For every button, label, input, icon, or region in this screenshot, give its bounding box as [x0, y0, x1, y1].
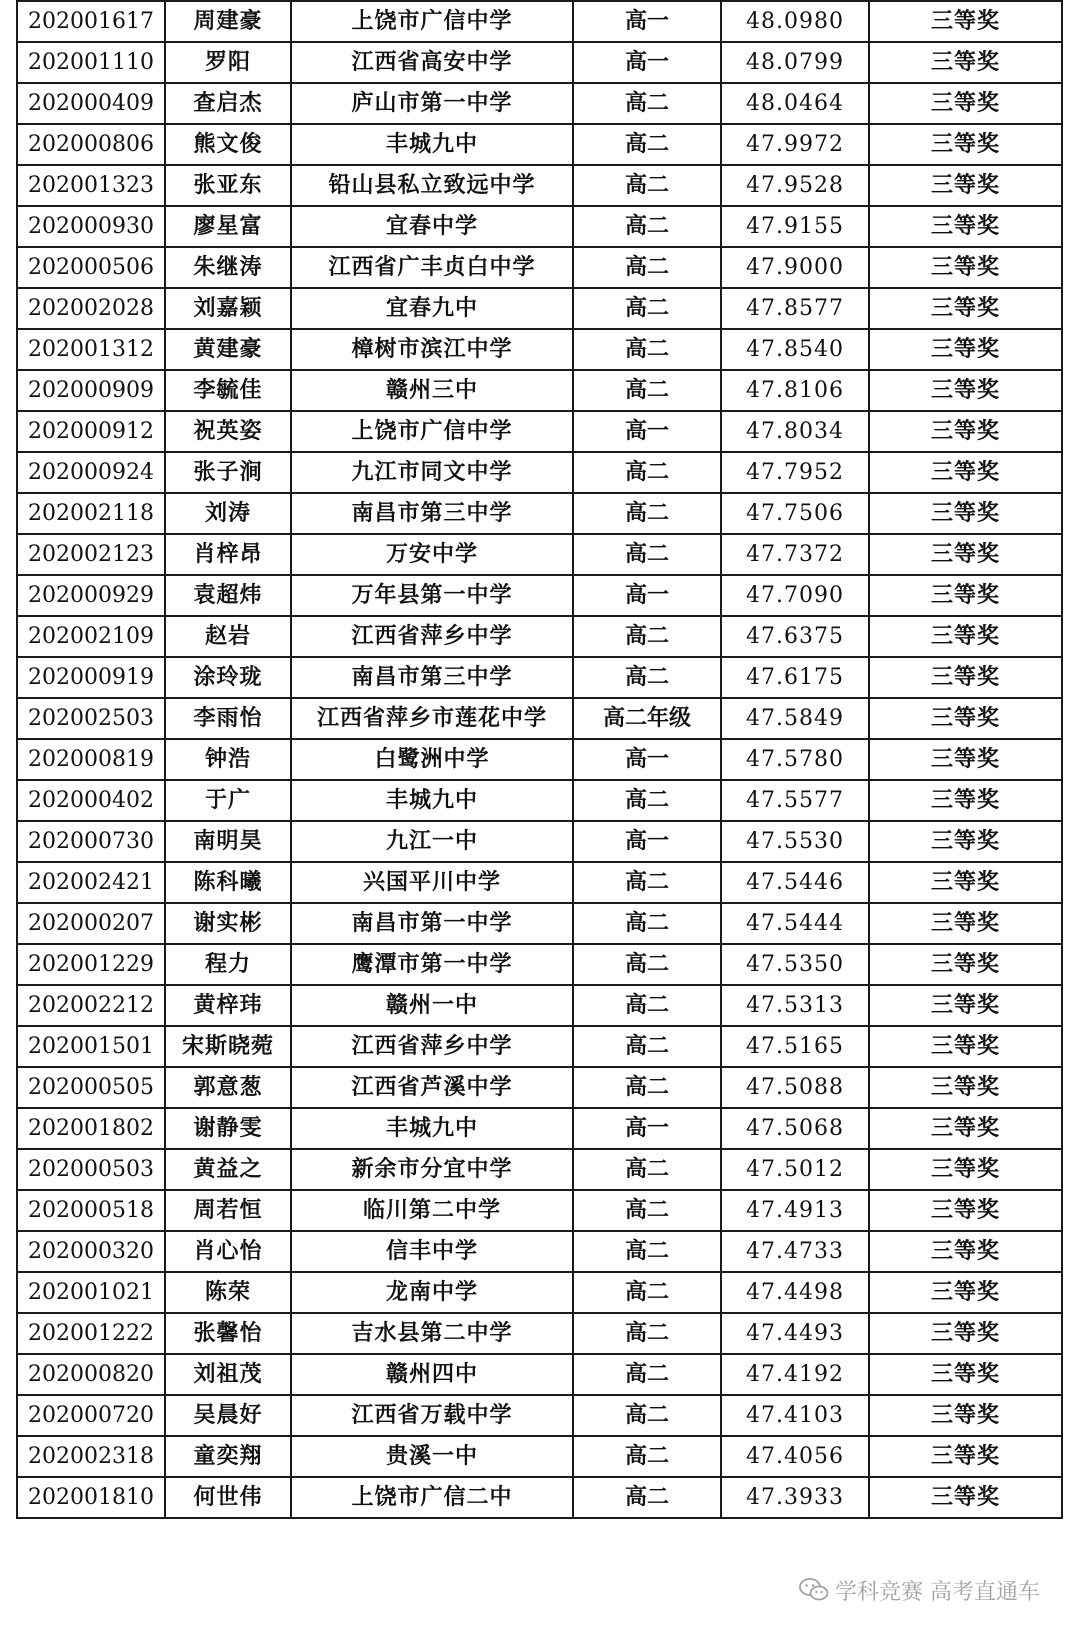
award-cell: 三等奖	[869, 1477, 1062, 1518]
table-row	[17, 575, 1062, 616]
award-cell: 三等奖	[869, 903, 1062, 944]
school-name-cell: 龙南中学	[291, 1272, 573, 1313]
table-row	[17, 698, 1062, 739]
school-name-cell: 庐山市第一中学	[291, 83, 573, 124]
award-cell: 三等奖	[869, 42, 1062, 83]
grade-cell: 高一	[573, 1, 721, 42]
grade-cell: 高二	[573, 903, 721, 944]
score-cell: 47.8540	[721, 329, 869, 370]
award-cell: 三等奖	[869, 780, 1062, 821]
school-name-cell: 万年县第一中学	[291, 575, 573, 616]
student-id-cell: 202001501	[17, 1026, 165, 1067]
award-cell: 三等奖	[869, 329, 1062, 370]
student-id-cell: 202002109	[17, 616, 165, 657]
award-cell: 三等奖	[869, 1436, 1062, 1477]
student-name-cell: 黄梓玮	[165, 985, 291, 1026]
award-cell: 三等奖	[869, 985, 1062, 1026]
student-name-cell: 涂玲珑	[165, 657, 291, 698]
student-name-cell: 罗阳	[165, 42, 291, 83]
award-cell: 三等奖	[869, 944, 1062, 985]
award-cell: 三等奖	[869, 575, 1062, 616]
table-row	[17, 411, 1062, 452]
grade-cell: 高二	[573, 452, 721, 493]
grade-cell: 高二年级	[573, 698, 721, 739]
table-row	[17, 616, 1062, 657]
student-name-cell: 谢实彬	[165, 903, 291, 944]
school-name-cell: 丰城九中	[291, 780, 573, 821]
table-row	[17, 1067, 1062, 1108]
school-name-cell: 信丰中学	[291, 1231, 573, 1272]
score-cell: 48.0980	[721, 1, 869, 42]
wechat-icon	[799, 1577, 829, 1603]
grade-cell: 高二	[573, 1477, 721, 1518]
school-name-cell: 九江市同文中学	[291, 452, 573, 493]
award-cell: 三等奖	[869, 1108, 1062, 1149]
student-id-cell: 202001617	[17, 1, 165, 42]
grade-cell: 高二	[573, 534, 721, 575]
table-row	[17, 124, 1062, 165]
award-cell: 三等奖	[869, 83, 1062, 124]
award-cell: 三等奖	[869, 1272, 1062, 1313]
school-name-cell: 南昌市第一中学	[291, 903, 573, 944]
school-name-cell: 江西省万载中学	[291, 1395, 573, 1436]
student-id-cell: 202002123	[17, 534, 165, 575]
student-id-cell: 202002318	[17, 1436, 165, 1477]
table-row	[17, 493, 1062, 534]
watermark-text: 学科竞赛 高考直通车	[835, 1579, 1040, 1605]
score-cell: 47.5849	[721, 698, 869, 739]
student-name-cell: 黄益之	[165, 1149, 291, 1190]
student-name-cell: 肖心怡	[165, 1231, 291, 1272]
school-name-cell: 赣州三中	[291, 370, 573, 411]
grade-cell: 高二	[573, 247, 721, 288]
award-cell: 三等奖	[869, 1149, 1062, 1190]
student-name-cell: 袁超炜	[165, 575, 291, 616]
grade-cell: 高二	[573, 206, 721, 247]
grade-cell: 高一	[573, 739, 721, 780]
grade-cell: 高二	[573, 780, 721, 821]
school-name-cell: 宜春九中	[291, 288, 573, 329]
student-name-cell: 程力	[165, 944, 291, 985]
score-cell: 47.5780	[721, 739, 869, 780]
student-id-cell: 202000930	[17, 206, 165, 247]
student-name-cell: 李毓佳	[165, 370, 291, 411]
table-row	[17, 1149, 1062, 1190]
student-id-cell: 202000819	[17, 739, 165, 780]
grade-cell: 高二	[573, 329, 721, 370]
grade-cell: 高二	[573, 1436, 721, 1477]
table-row	[17, 288, 1062, 329]
student-name-cell: 肖梓昂	[165, 534, 291, 575]
student-name-cell: 童奕翔	[165, 1436, 291, 1477]
table-row	[17, 1, 1062, 42]
student-id-cell: 202001110	[17, 42, 165, 83]
student-name-cell: 刘嘉颖	[165, 288, 291, 329]
grade-cell: 高二	[573, 124, 721, 165]
student-id-cell: 202001312	[17, 329, 165, 370]
score-cell: 47.4498	[721, 1272, 869, 1313]
grade-cell: 高一	[573, 42, 721, 83]
award-cell: 三等奖	[869, 247, 1062, 288]
student-id-cell: 202000506	[17, 247, 165, 288]
award-cell: 三等奖	[869, 698, 1062, 739]
award-cell: 三等奖	[869, 165, 1062, 206]
student-id-cell: 202000518	[17, 1190, 165, 1231]
student-name-cell: 周建豪	[165, 1, 291, 42]
school-name-cell: 宜春中学	[291, 206, 573, 247]
score-cell: 47.9528	[721, 165, 869, 206]
grade-cell: 高二	[573, 1272, 721, 1313]
school-name-cell: 万安中学	[291, 534, 573, 575]
award-cell: 三等奖	[869, 1354, 1062, 1395]
grade-cell: 高一	[573, 1108, 721, 1149]
table-row	[17, 1190, 1062, 1231]
school-name-cell: 丰城九中	[291, 1108, 573, 1149]
table-row	[17, 780, 1062, 821]
score-cell: 47.7090	[721, 575, 869, 616]
student-name-cell: 南明昊	[165, 821, 291, 862]
student-name-cell: 张子涧	[165, 452, 291, 493]
school-name-cell: 兴国平川中学	[291, 862, 573, 903]
school-name-cell: 江西省萍乡市莲花中学	[291, 698, 573, 739]
school-name-cell: 江西省芦溪中学	[291, 1067, 573, 1108]
award-cell: 三等奖	[869, 124, 1062, 165]
school-name-cell: 南昌市第三中学	[291, 493, 573, 534]
school-name-cell: 赣州一中	[291, 985, 573, 1026]
student-name-cell: 周若恒	[165, 1190, 291, 1231]
score-cell: 47.8034	[721, 411, 869, 452]
student-name-cell: 赵岩	[165, 616, 291, 657]
table-row	[17, 985, 1062, 1026]
score-cell: 47.9972	[721, 124, 869, 165]
score-cell: 47.3933	[721, 1477, 869, 1518]
student-id-cell: 202000909	[17, 370, 165, 411]
student-id-cell: 202001810	[17, 1477, 165, 1518]
school-name-cell: 樟树市滨江中学	[291, 329, 573, 370]
school-name-cell: 铅山县私立致远中学	[291, 165, 573, 206]
table-row	[17, 1395, 1062, 1436]
student-name-cell: 陈科曦	[165, 862, 291, 903]
grade-cell: 高二	[573, 370, 721, 411]
table-row	[17, 165, 1062, 206]
table-row	[17, 944, 1062, 985]
student-name-cell: 谢静雯	[165, 1108, 291, 1149]
student-name-cell: 刘涛	[165, 493, 291, 534]
score-cell: 48.0464	[721, 83, 869, 124]
score-cell: 47.7506	[721, 493, 869, 534]
student-id-cell: 202000505	[17, 1067, 165, 1108]
student-name-cell: 黄建豪	[165, 329, 291, 370]
score-cell: 47.7952	[721, 452, 869, 493]
student-id-cell: 202000806	[17, 124, 165, 165]
table-row	[17, 42, 1062, 83]
student-id-cell: 202001021	[17, 1272, 165, 1313]
student-id-cell: 202002118	[17, 493, 165, 534]
table-row	[17, 1313, 1062, 1354]
table-row	[17, 1026, 1062, 1067]
table-row	[17, 452, 1062, 493]
student-id-cell: 202000320	[17, 1231, 165, 1272]
grade-cell: 高二	[573, 165, 721, 206]
student-id-cell: 202002212	[17, 985, 165, 1026]
student-name-cell: 宋斯晓菀	[165, 1026, 291, 1067]
score-cell: 47.5577	[721, 780, 869, 821]
student-name-cell: 祝英姿	[165, 411, 291, 452]
award-cell: 三等奖	[869, 739, 1062, 780]
watermark	[799, 1572, 1040, 1608]
score-cell: 47.4103	[721, 1395, 869, 1436]
award-cell: 三等奖	[869, 1395, 1062, 1436]
school-name-cell: 江西省萍乡中学	[291, 616, 573, 657]
table-row	[17, 657, 1062, 698]
student-id-cell: 202000402	[17, 780, 165, 821]
student-name-cell: 朱继涛	[165, 247, 291, 288]
table-row	[17, 247, 1062, 288]
grade-cell: 高二	[573, 1026, 721, 1067]
score-cell: 47.4913	[721, 1190, 869, 1231]
award-cell: 三等奖	[869, 206, 1062, 247]
student-id-cell: 202001229	[17, 944, 165, 985]
table-row	[17, 1108, 1062, 1149]
table-row	[17, 1354, 1062, 1395]
score-cell: 47.4493	[721, 1313, 869, 1354]
grade-cell: 高二	[573, 944, 721, 985]
score-cell: 47.8106	[721, 370, 869, 411]
score-cell: 48.0799	[721, 42, 869, 83]
table-row	[17, 206, 1062, 247]
student-name-cell: 于广	[165, 780, 291, 821]
school-name-cell: 上饶市广信二中	[291, 1477, 573, 1518]
school-name-cell: 新余市分宜中学	[291, 1149, 573, 1190]
student-name-cell: 查启杰	[165, 83, 291, 124]
award-cell: 三等奖	[869, 616, 1062, 657]
grade-cell: 高一	[573, 821, 721, 862]
grade-cell: 高二	[573, 83, 721, 124]
results-table-container	[16, 0, 1061, 1600]
award-cell: 三等奖	[869, 452, 1062, 493]
award-cell: 三等奖	[869, 1, 1062, 42]
school-name-cell: 江西省广丰贞白中学	[291, 247, 573, 288]
score-cell: 47.5530	[721, 821, 869, 862]
student-id-cell: 202001323	[17, 165, 165, 206]
grade-cell: 高二	[573, 1395, 721, 1436]
award-cell: 三等奖	[869, 1313, 1062, 1354]
table-row	[17, 329, 1062, 370]
school-name-cell: 吉水县第二中学	[291, 1313, 573, 1354]
table-row	[17, 83, 1062, 124]
student-name-cell: 陈荣	[165, 1272, 291, 1313]
score-cell: 47.5012	[721, 1149, 869, 1190]
student-id-cell: 202001802	[17, 1108, 165, 1149]
student-id-cell: 202000720	[17, 1395, 165, 1436]
school-name-cell: 上饶市广信中学	[291, 411, 573, 452]
score-cell: 47.4192	[721, 1354, 869, 1395]
grade-cell: 高二	[573, 1067, 721, 1108]
grade-cell: 高一	[573, 411, 721, 452]
school-name-cell: 江西省萍乡中学	[291, 1026, 573, 1067]
score-cell: 47.5313	[721, 985, 869, 1026]
student-name-cell: 廖星富	[165, 206, 291, 247]
student-id-cell: 202000820	[17, 1354, 165, 1395]
school-name-cell: 赣州四中	[291, 1354, 573, 1395]
student-id-cell: 202000409	[17, 83, 165, 124]
school-name-cell: 上饶市广信中学	[291, 1, 573, 42]
score-cell: 47.8577	[721, 288, 869, 329]
grade-cell: 高二	[573, 985, 721, 1026]
score-cell: 47.4056	[721, 1436, 869, 1477]
score-cell: 47.6375	[721, 616, 869, 657]
award-cell: 三等奖	[869, 534, 1062, 575]
table-row	[17, 862, 1062, 903]
award-cell: 三等奖	[869, 1231, 1062, 1272]
school-name-cell: 鹰潭市第一中学	[291, 944, 573, 985]
score-cell: 47.7372	[721, 534, 869, 575]
grade-cell: 高二	[573, 862, 721, 903]
grade-cell: 高二	[573, 1149, 721, 1190]
score-cell: 47.5088	[721, 1067, 869, 1108]
student-id-cell: 202002421	[17, 862, 165, 903]
student-name-cell: 吴晨好	[165, 1395, 291, 1436]
student-id-cell: 202000730	[17, 821, 165, 862]
student-name-cell: 郭意葱	[165, 1067, 291, 1108]
score-cell: 47.6175	[721, 657, 869, 698]
score-cell: 47.5165	[721, 1026, 869, 1067]
student-id-cell: 202000929	[17, 575, 165, 616]
table-row	[17, 370, 1062, 411]
award-results-table	[16, 0, 1063, 1519]
grade-cell: 高二	[573, 616, 721, 657]
student-name-cell: 张亚东	[165, 165, 291, 206]
grade-cell: 高二	[573, 657, 721, 698]
school-name-cell: 南昌市第三中学	[291, 657, 573, 698]
grade-cell: 高二	[573, 1231, 721, 1272]
grade-cell: 高二	[573, 1313, 721, 1354]
student-id-cell: 202000919	[17, 657, 165, 698]
student-name-cell: 何世伟	[165, 1477, 291, 1518]
award-cell: 三等奖	[869, 821, 1062, 862]
school-name-cell: 贵溪一中	[291, 1436, 573, 1477]
award-cell: 三等奖	[869, 1067, 1062, 1108]
award-cell: 三等奖	[869, 370, 1062, 411]
student-id-cell: 202002503	[17, 698, 165, 739]
school-name-cell: 白鹭洲中学	[291, 739, 573, 780]
award-cell: 三等奖	[869, 411, 1062, 452]
student-id-cell: 202000912	[17, 411, 165, 452]
school-name-cell: 江西省高安中学	[291, 42, 573, 83]
award-cell: 三等奖	[869, 657, 1062, 698]
table-row	[17, 1272, 1062, 1313]
score-cell: 47.9000	[721, 247, 869, 288]
table-row	[17, 1436, 1062, 1477]
score-cell: 47.5446	[721, 862, 869, 903]
grade-cell: 高一	[573, 575, 721, 616]
table-row	[17, 821, 1062, 862]
award-cell: 三等奖	[869, 1190, 1062, 1231]
table-row	[17, 739, 1062, 780]
school-name-cell: 临川第二中学	[291, 1190, 573, 1231]
award-cell: 三等奖	[869, 1026, 1062, 1067]
school-name-cell: 丰城九中	[291, 124, 573, 165]
student-id-cell: 202001222	[17, 1313, 165, 1354]
student-id-cell: 202000207	[17, 903, 165, 944]
score-cell: 47.5068	[721, 1108, 869, 1149]
student-id-cell: 202000503	[17, 1149, 165, 1190]
award-cell: 三等奖	[869, 493, 1062, 534]
student-name-cell: 李雨怡	[165, 698, 291, 739]
score-cell: 47.9155	[721, 206, 869, 247]
score-cell: 47.4733	[721, 1231, 869, 1272]
student-id-cell: 202002028	[17, 288, 165, 329]
score-cell: 47.5350	[721, 944, 869, 985]
student-name-cell: 刘祖茂	[165, 1354, 291, 1395]
grade-cell: 高二	[573, 288, 721, 329]
grade-cell: 高二	[573, 493, 721, 534]
table-body	[17, 1, 1062, 1518]
student-name-cell: 熊文俊	[165, 124, 291, 165]
award-cell: 三等奖	[869, 862, 1062, 903]
grade-cell: 高二	[573, 1190, 721, 1231]
table-row	[17, 534, 1062, 575]
student-name-cell: 张馨怡	[165, 1313, 291, 1354]
table-row	[17, 903, 1062, 944]
student-id-cell: 202000924	[17, 452, 165, 493]
table-row	[17, 1231, 1062, 1272]
student-name-cell: 钟浩	[165, 739, 291, 780]
school-name-cell: 九江一中	[291, 821, 573, 862]
award-cell: 三等奖	[869, 288, 1062, 329]
table-row	[17, 1477, 1062, 1518]
score-cell: 47.5444	[721, 903, 869, 944]
grade-cell: 高二	[573, 1354, 721, 1395]
